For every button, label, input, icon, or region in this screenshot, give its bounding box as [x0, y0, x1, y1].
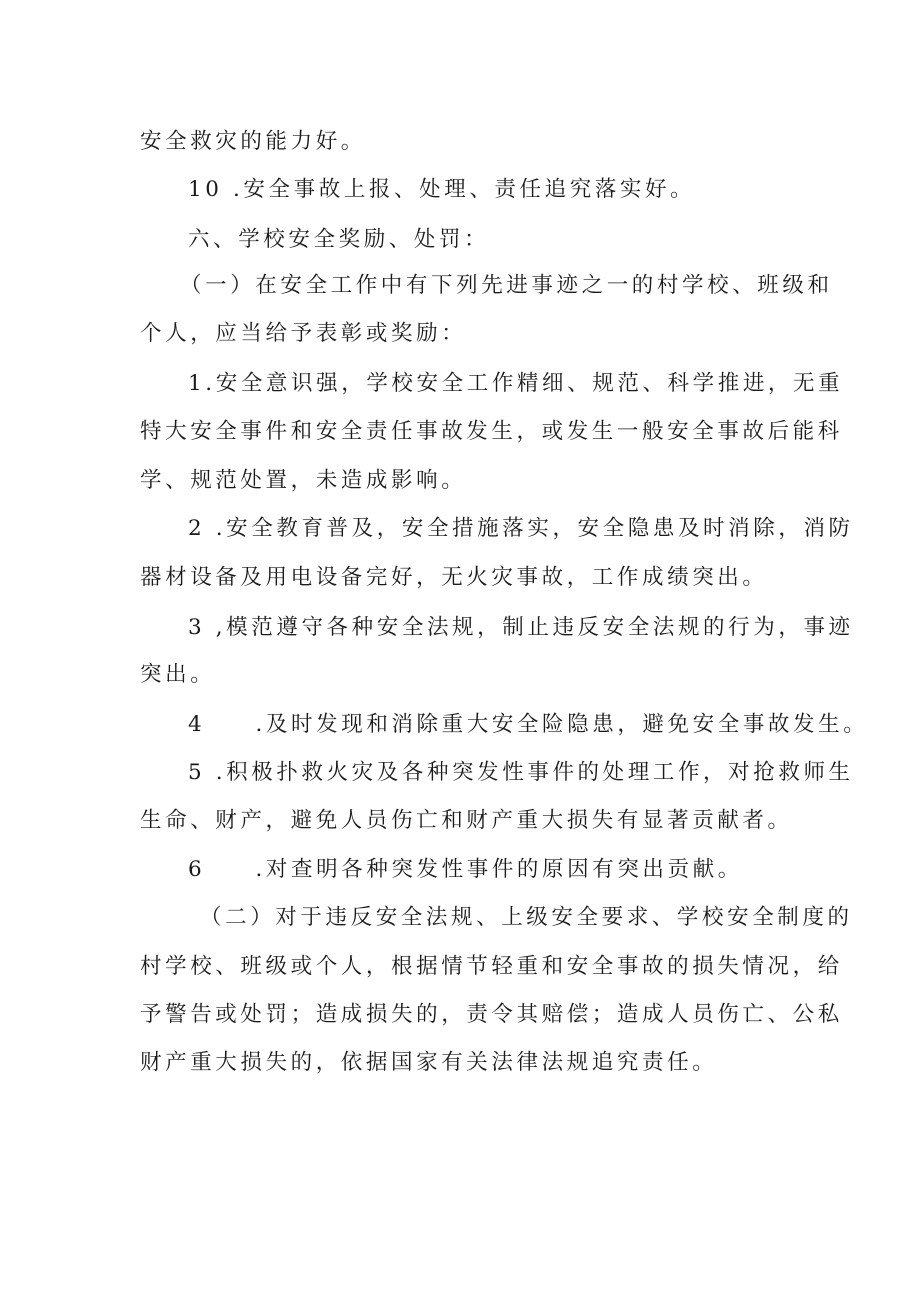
list-item-10: 10 .安全事故上报、处理、责任追究落实好。	[188, 177, 696, 202]
list-item-3-line-1: 3 ,模范遵守各种安全法规，制止违反安全法规的行为，事迹	[188, 615, 854, 640]
list-item-5-line-1: 5 .积极扑救火灾及各种突发性事件的处理工作，对抢救师生	[188, 760, 854, 785]
subsection-2-line-2: 村学校、班级或个人，根据情节轻重和安全事故的损失情况，给	[140, 954, 843, 979]
subsection-1-line-1: （一）在安全工作中有下列先进事迹之一的村学校、班级和	[180, 273, 833, 298]
subsection-1-line-2: 个人，应当给予表彰或奖励：	[140, 321, 467, 346]
list-item-1-line-3: 学、规范处置，未造成影响。	[140, 468, 467, 493]
list-item-2-line-1: 2 .安全教育普及，安全措施落实，安全隐患及时消除，消防	[188, 516, 854, 541]
subsection-2-line-1: （二）对于违反安全法规、上级安全要求、学校安全制度的	[200, 905, 853, 930]
list-item-6: 6 .对查明各种突发性事件的原因有突出贡献。	[188, 857, 743, 882]
list-item-1-line-1: 1.安全意识强，学校安全工作精细、规范、科学推进，无重	[188, 371, 844, 396]
subsection-2-line-3: 予警告或处罚；造成损失的，责令其赔偿；造成人员伤亡、公私	[140, 1002, 843, 1027]
subsection-2-line-4: 财产重大损失的，依据国家有关法律法规追究责任。	[140, 1050, 718, 1075]
list-item-2-line-2: 器材设备及用电设备完好，无火灾事故，工作成绩突出。	[140, 565, 768, 590]
list-item-1-line-2: 特大安全事件和安全责任事故发生，或发生一般安全事故后能科	[140, 419, 843, 444]
section-heading-6: 六、学校安全奖励、处罚：	[188, 227, 490, 252]
paragraph-line-1: 安全救灾的能力好。	[140, 129, 366, 154]
list-item-4: 4 .及时发现和消除重大安全险隐患，避免安全事故发生。	[188, 712, 869, 737]
list-item-5-line-2: 生命、财产，避免人员伤亡和财产重大损失有显著贡献者。	[140, 808, 793, 833]
list-item-3-line-2: 突出。	[140, 662, 216, 687]
